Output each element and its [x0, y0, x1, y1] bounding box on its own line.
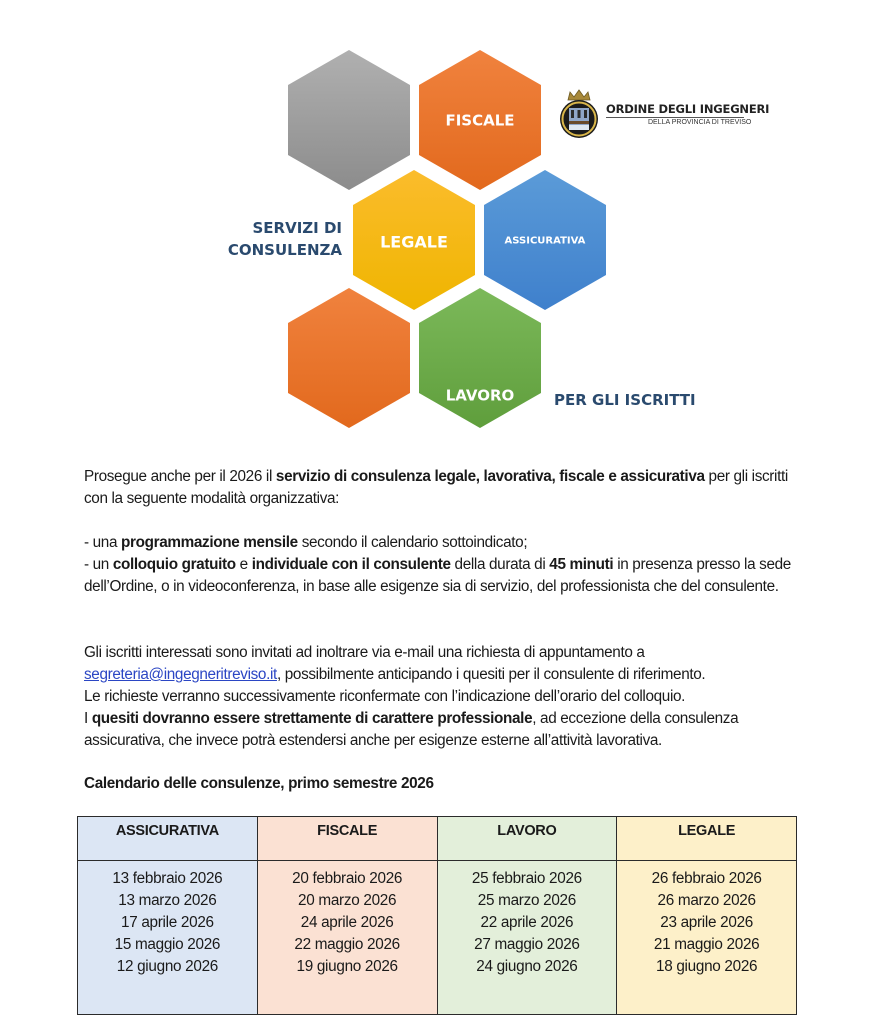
column-header-lavoro: LAVORO [437, 817, 617, 861]
hexagon-label-lavoro: LAVORO [445, 386, 515, 405]
intro-section [84, 466, 814, 598]
confirmation-paragraph: Le richieste verranno successivamente riconfermate con l’indicazione dell’orario del colloquio. [84, 688, 686, 705]
intro-paragraph [84, 466, 814, 510]
services-hexagon-graphic [0, 0, 890, 440]
date-item: 24 aprile 2026 [300, 914, 394, 931]
date-item: 26 marzo 2026 [657, 892, 756, 909]
contact-section [84, 642, 814, 752]
text-run: , ad eccezione della consulenza assicurativa, che invece potrà estendersi anche per esigenze esterne all’attività lavorativa. [84, 710, 739, 749]
dates-cell-assicurativa [78, 861, 258, 1015]
ordine-ingegneri-logo [556, 88, 770, 140]
text-run: Prosegue anche per il 2026 il [84, 468, 276, 485]
date-item: 25 marzo 2026 [477, 892, 576, 909]
text-run: I [84, 710, 92, 727]
calendar-heading: Calendario delle consulenze, primo semestre 2026 [84, 775, 434, 792]
text-run: - una [84, 534, 122, 551]
crest-icon [556, 88, 602, 140]
contact-paragraph [84, 642, 814, 686]
text-run: , possibilmente anticipando i quesiti per il consulente di riferimento. [276, 666, 706, 683]
text-run: Gli iscritti interessati sono invitati ad inoltrare via e-mail una richiesta di appuntamento a [84, 644, 645, 661]
text-run-bold: individuale con il consulente [251, 556, 451, 573]
calendar-heading-wrap [84, 773, 814, 795]
date-item: 25 febbraio 2026 [471, 870, 582, 887]
dates-cell-lavoro [437, 861, 617, 1015]
hexagon-orange [288, 288, 410, 428]
hexagon-label-legale: LEGALE [380, 232, 448, 252]
date-item: 20 marzo 2026 [298, 892, 397, 909]
date-item: 19 giugno 2026 [296, 958, 398, 975]
text-run: della durata di [450, 556, 550, 573]
date-item: 23 aprile 2026 [660, 914, 753, 931]
text-run: e [235, 556, 252, 573]
text-run: secondo il calendario sottoindicato; [297, 534, 528, 551]
column-header-legale: LEGALE [617, 817, 797, 861]
hexagon-label-fiscale: FISCALE [445, 111, 515, 130]
hexagon-label-assicurativa: ASSICURATIVA [504, 235, 586, 247]
text-run: in presenza presso la sede dell’Ordine, o in videoconferenza, in base alle esigenze sia di servizio, del professionista che del consulente. [84, 556, 791, 595]
date-item: 18 giugno 2026 [655, 958, 758, 975]
column-header-fiscale: FISCALE [257, 817, 437, 861]
bullet-colloquio [84, 554, 814, 598]
date-item: 13 marzo 2026 [118, 892, 217, 909]
dates-cell-fiscale [257, 861, 437, 1015]
logo-title: ORDINE DEGLI INGEGNERI [606, 102, 770, 116]
dates-cell-legale [617, 861, 797, 1015]
bullet-programmazione [84, 532, 814, 554]
logo-subtitle: DELLA PROVINCIA DI TREVISO [648, 119, 752, 126]
date-item: 17 aprile 2026 [120, 914, 214, 931]
date-item: 13 febbraio 2026 [112, 870, 223, 887]
text-run-bold: programmazione mensile [121, 534, 298, 551]
calendar-dates-row [78, 861, 797, 1015]
text-run-bold: quesiti dovranno essere strettamente di carattere professionale [91, 710, 533, 727]
text-run-bold: colloquio gratuito [112, 556, 236, 573]
professional-note-paragraph [84, 708, 814, 752]
logo-divider [606, 117, 744, 118]
email-link[interactable]: segreteria@ingegneritreviso.it [84, 666, 277, 683]
date-item: 26 febbraio 2026 [651, 870, 762, 887]
date-item: 27 maggio 2026 [474, 936, 580, 953]
calendar-header-row [78, 817, 797, 861]
date-item: 12 giugno 2026 [116, 958, 219, 975]
date-item: 22 aprile 2026 [480, 914, 574, 931]
date-item: 24 giugno 2026 [476, 958, 578, 975]
hexagon-lavoro [419, 288, 541, 428]
graphic-title [222, 217, 342, 261]
graphic-title-line2: CONSULENZA [227, 241, 342, 259]
text-run: per gli iscritti con la seguente modalità organizzativa: [84, 468, 788, 507]
date-item: 21 maggio 2026 [653, 936, 760, 953]
graphic-subtitle: PER GLI ISCRITTI [554, 391, 696, 409]
text-run: - un [84, 556, 113, 573]
date-item: 15 maggio 2026 [114, 936, 221, 953]
text-run-bold: servizio di consulenza legale, lavorativa, fiscale e assicurativa [275, 468, 705, 485]
hexagon-gray [288, 50, 410, 190]
column-header-assicurativa: ASSICURATIVA [78, 817, 258, 861]
graphic-title-line1: SERVIZI DI [252, 219, 342, 237]
date-item: 20 febbraio 2026 [292, 870, 403, 887]
calendar-table [77, 816, 797, 1015]
text-run-bold: 45 minuti [549, 556, 614, 573]
date-item: 22 maggio 2026 [294, 936, 400, 953]
